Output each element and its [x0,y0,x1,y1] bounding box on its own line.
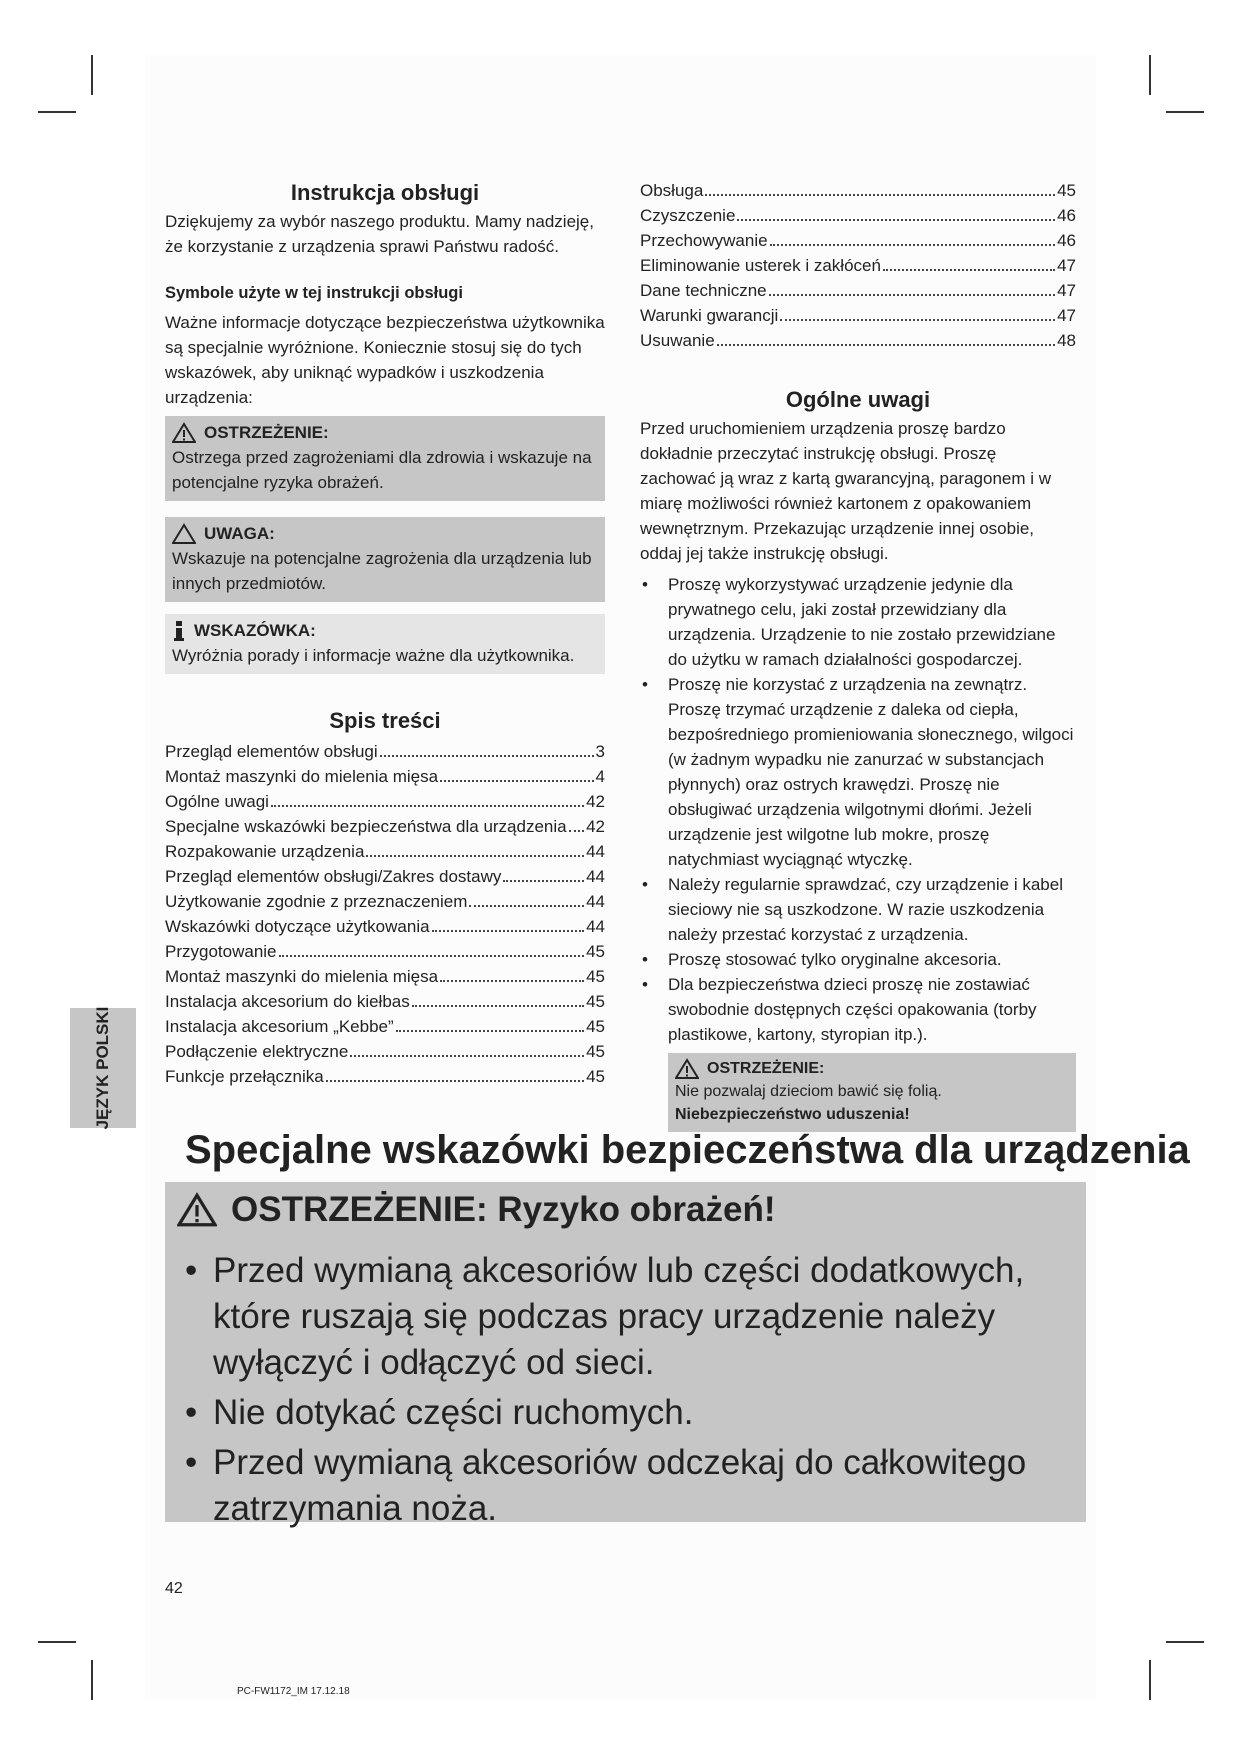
manual-title: Instrukcja obsługi [290,180,480,205]
symbols-heading: Symbole użyte w tej instrukcji obsługi [165,284,463,302]
toc-item[interactable]: Wskazówki dotyczące użytkowania 44 [165,917,605,936]
note-text: Wyróżnia porady i informacje ważne dla użytkownika. [172,646,575,665]
general-title: Ogólne uwagi [785,387,931,412]
footer-code: PC-FW1172_IM 17.12.18 [237,1686,350,1697]
toc-item[interactable]: Czyszczenie 46 [640,206,1076,225]
note-title [172,618,598,643]
warning-icon [172,422,196,444]
toc-item[interactable]: Instalacja akcesorium „Kebbe” 45 [165,1017,605,1036]
child-warning-title [675,1057,1069,1080]
toc-item[interactable]: Instalacja akcesorium do kiełbas 45 [165,992,605,1011]
warning-label: OSTRZEŻENIE: [204,423,329,442]
toc-item[interactable]: Montaż maszynki do mielenia mięsa 45 [165,967,605,986]
general-bullets [640,572,1076,1047]
toc-item[interactable]: Przegląd elementów obsługi 3 [165,742,605,761]
toc-item[interactable]: Podłączenie elektryczne 45 [165,1042,605,1061]
list-item: • Nie dotykać części ruchomych. [177,1390,1077,1436]
toc-item[interactable]: Przechowywanie 46 [640,231,1076,250]
toc-right [640,178,1076,353]
note-box [165,614,605,674]
toc-item[interactable]: Warunki gwarancji 47 [640,306,1076,325]
toc-title: Spis treści [329,708,441,733]
general-text: Przed uruchomieniem urządzenia proszę bardzo dokładnie przeczytać instrukcję obsługi. Proszę zachować ją wraz z kartą gwarancyjną, paragonem i w miarę możliwości również kartonem z opakowaniem wewnętrznym. Przekazując urządzenie innej osobie, oddaj jej także instrukcję obsługi. [640,419,1052,563]
info-icon [172,620,186,642]
toc-item[interactable]: Specjalne wskazówki bezpieczeństwa dla urządzenia 42 [165,817,605,836]
caution-icon [172,523,196,545]
list-item: • Przed wymianą akcesoriów odczekaj do całkowitego zatrzymania noża. [177,1440,1077,1532]
toc-item[interactable]: Użytkowanie zgodnie z przeznaczeniem 44 [165,892,605,911]
special-warning-title: OSTRZEŻENIE: Ryzyko obrażeń! [177,1190,776,1230]
warning-box [165,416,605,501]
left-column [165,180,605,1089]
toc-item[interactable]: Funkcje przełącznika 45 [165,1067,605,1086]
toc-item[interactable]: Obsługa 45 [640,181,1076,200]
toc-item[interactable]: Eliminowanie usterek i zakłóceń 47 [640,256,1076,275]
list-item: • Proszę nie korzystać z urządzenia na zewnątrz. Proszę trzymać urządzenie z daleka od ciepła, bezpośredniego promieniowania słonecznego, wilgoci (w żadnym wypadku nie zanurzać w substancjach płynnych) oraz ostrych krawędzi. Proszę nie obsługiwać urządzenia wilgotnymi dłońmi. Jeżeli urządzenie jest wilgotne lub mokre, proszę natychmiast wyciągnąć wtyczkę. [640,672,1076,872]
special-bullets [177,1248,1077,1536]
warning-icon [675,1058,699,1080]
caution-label: UWAGA: [204,524,275,543]
page-number: 42 [165,1580,183,1597]
toc-item[interactable]: Ogólne uwagi 42 [165,792,605,811]
crop-mark [1149,1660,1151,1700]
toc-left [165,739,605,1089]
list-item: • Proszę stosować tylko oryginalne akcesoria. [640,947,1076,972]
toc-item[interactable]: Dane techniczne 47 [640,281,1076,300]
warning-text: Ostrzega przed zagrożeniami dla zdrowia i wskazuje na potencjalne ryzyka obrażeń. [172,448,592,492]
crop-mark [38,111,76,113]
special-warning-box [165,1182,1086,1528]
crop-mark [1149,55,1151,95]
toc-item[interactable]: Montaż maszynki do mielenia mięsa 4 [165,767,605,786]
list-item: • Dla bezpieczeństwa dzieci proszę nie zostawiać swobodnie dostępnych części opakowania (torby plastikowe, kartony, styropian itp.). [640,972,1076,1047]
crop-mark [38,1641,76,1643]
crop-mark [1166,111,1204,113]
symbols-text: Ważne informacje dotyczące bezpieczeństwa użytkownika są specjalnie wyróżnione. Koniecznie stosuj się do tych wskazówek, aby uniknąć wypadków i uszkodzenia urządzenia: [165,313,605,407]
caution-text: Wskazuje na potencjalne zagrożenia dla urządzenia lub innych przedmiotów. [172,549,592,593]
toc-item[interactable]: Przegląd elementów obsługi/Zakres dostawy 44 [165,867,605,886]
right-column [640,178,1076,1132]
child-warning-label: OSTRZEŻENIE: [707,1060,825,1077]
crop-mark [91,55,93,95]
list-item: • Przed wymianą akcesoriów lub części dodatkowych, które ruszają się podczas pracy urządzenie należy wyłączyć i odłączyć od sieci. [177,1248,1077,1386]
list-item: • Proszę wykorzystywać urządzenie jedynie dla prywatnego celu, jaki został przewidziany dla urządzenia. Urządzenie to nie zostało przewidziane do użytku w ramach działalności gospodarczej. [640,572,1076,672]
caution-box [165,517,605,602]
child-warning-text: Nie pozwalaj dzieciom bawić się folią. Niebezpieczeństwo uduszenia! [675,1083,942,1123]
note-label: WSKAZÓWKA: [194,621,316,640]
child-warning-box [668,1053,1076,1132]
toc-item[interactable]: Usuwanie 48 [640,331,1076,350]
caution-title [172,521,598,546]
crop-mark [1166,1641,1204,1643]
toc-item[interactable]: Przygotowanie 45 [165,942,605,961]
language-tab-label: JĘZYK POLSKI [93,1006,112,1130]
toc-item[interactable]: Rozpakowanie urządzenia 44 [165,842,605,861]
intro-text: Dziękujemy za wybór naszego produktu. Mamy nadzieję, że korzystanie z urządzenia sprawi Państwu radość. [165,212,594,256]
warning-title [172,420,598,445]
crop-mark [91,1660,93,1700]
special-safety-title: Specjalne wskazówki bezpieczeństwa dla urządzenia [185,1128,1190,1172]
list-item: • Należy regularnie sprawdzać, czy urządzenie i kabel sieciowy nie są uszkodzone. W razie uszkodzenia należy przestać korzystać z urządzenia. [640,872,1076,947]
warning-icon [177,1192,217,1228]
